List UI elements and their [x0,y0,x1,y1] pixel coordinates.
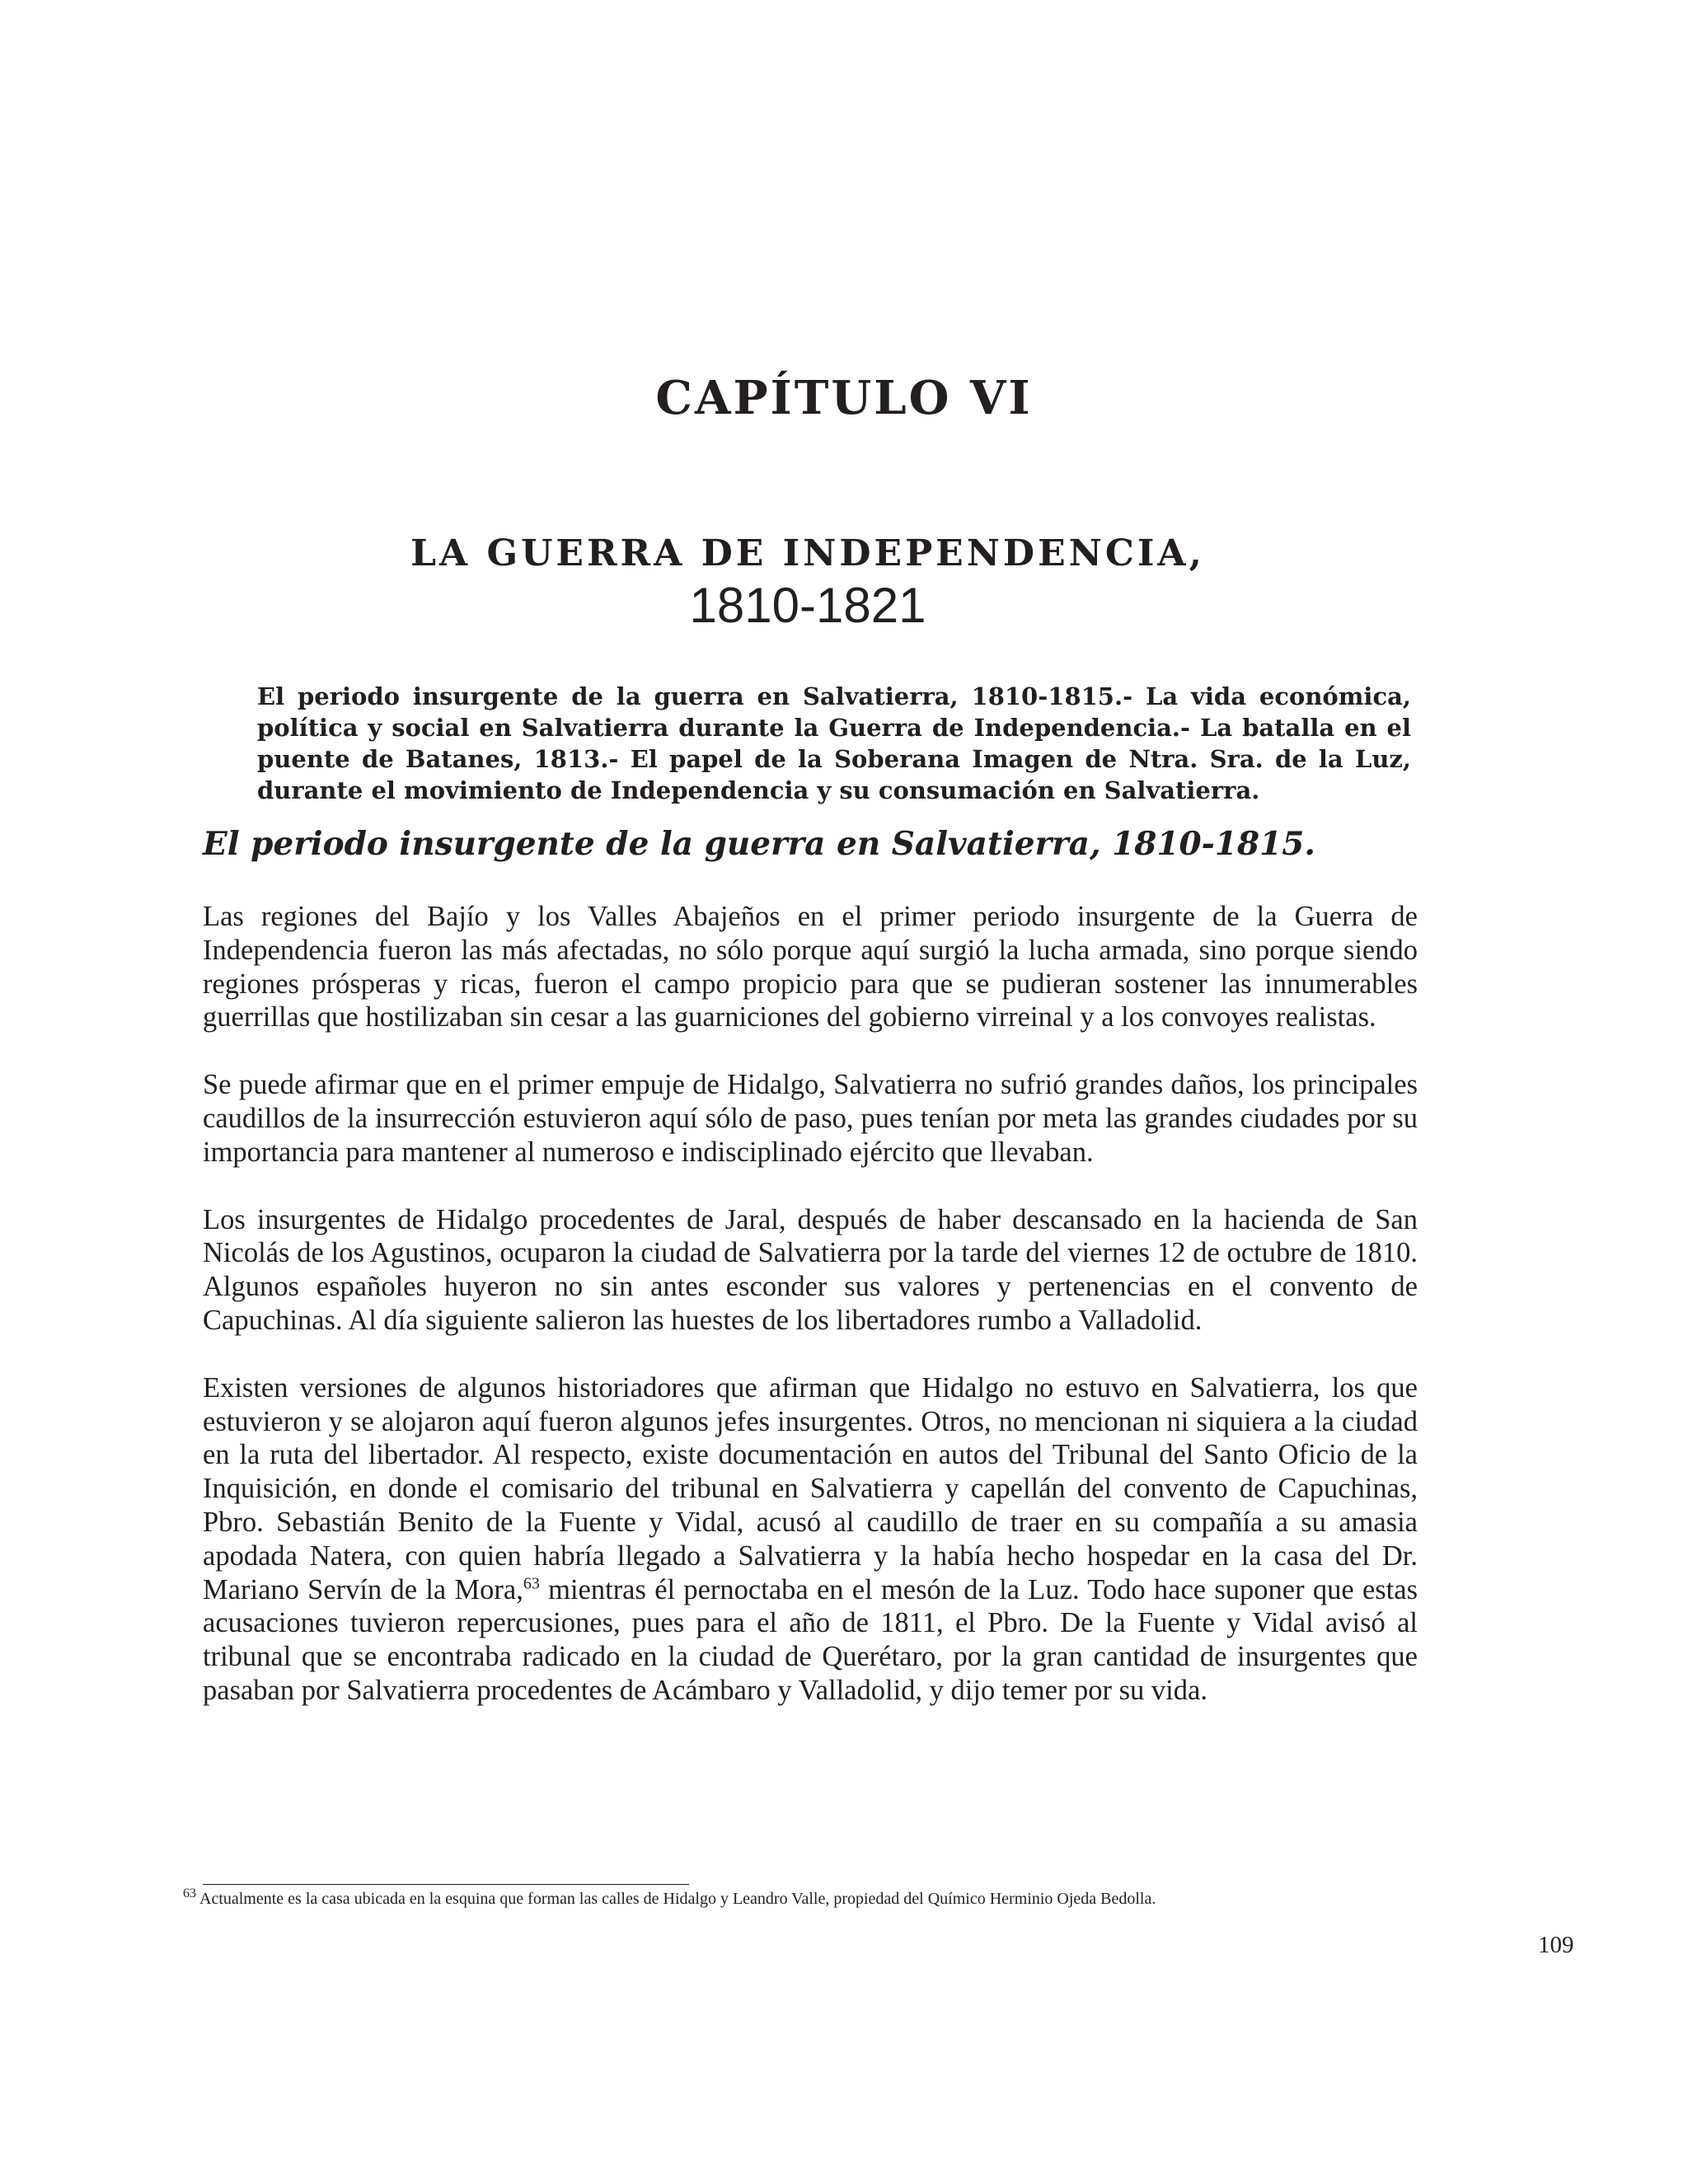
footnote-divider [203,1884,689,1885]
section-title: LA GUERRA DE INDEPENDENCIA, [410,532,1205,574]
paragraph-4 [203,1371,1418,1708]
subsection-heading: El periodo insurgente de la guerra en Salvatierra, 1810-1815. [203,825,1315,863]
footnote-number: 63 [183,1886,196,1901]
body-text [203,900,1418,1741]
paragraph-2: Se puede afirmar que en el primer empuje de Hidalgo, Salvatierra no sufrió grandes daños, los principales caudillos de la insurrección estuvieron aquí sólo de paso, pues tenían por meta las grandes ciudades por su importancia para mantener al numeroso e indisciplinado ejército que llevaban. [203,1069,1418,1168]
section-years: 1810-1821 [689,578,926,633]
footnote [183,1887,1502,1910]
paragraph-4-part-1: Existen versiones de algunos historiadores que afirman que Hidalgo no estuvo en Salvatierra, los que estuvieron y se alojaron aquí fueron algunos jefes insurgentes. Otros, no mencionan ni siquiera a la ciudad en la ruta del libertador. Al respecto, existe documentación en autos del Tribunal del Santo Oficio de la Inquisición, en donde el comisario del tribunal en Salvatierra y capellán del convento de Capuchinas, Pbro. Sebastián Benito de la Fuente y Vidal, acusó al caudillo de traer en su compañía a su amasia apodada Natera, con quien habría llegado a Salvatierra y la había hecho hospedar en la casa del Dr. Mariano Servín de la Mora, [203,1371,1418,1605]
paragraph-4-part-2: mientras él pernoctaba en el mesón de la Luz. Todo hace suponer que estas acusaciones tuvieron repercusiones, pues para el año de 1811, el Pbro. De la Fuente y Vidal avisó al tribunal que se encontraba radicado en la ciudad de Querétaro, por la gran cantidad de insurgentes que pasaban por Salvatierra procedentes de Acámbaro y Valladolid, y dijo temer por su vida. [203,1573,1418,1706]
footnote-text: Actualmente es la casa ubicada en la esquina que forman las calles de Hidalgo y Leandro Valle, propiedad del Químico Herminio Ojeda Bedolla. [199,1890,1156,1908]
paragraph-3: Los insurgentes de Hidalgo procedentes de Jaral, después de haber descansado en la hacienda de San Nicolás de los Agustinos, ocuparon la ciudad de Salvatierra por la tarde del viernes 12 de octubre de 1810. Algunos españoles huyeron no sin antes esconder sus valores y pertenencias en el convento de Capuchinas. Al día siguiente salieron las huestes de los libertadores rumbo a Valladolid. [203,1203,1418,1336]
chapter-summary: El periodo insurgente de la guerra en Salvatierra, 1810-1815.- La vida económica, política y social en Salvatierra durante la Guerra de Independencia.- La batalla en el puente de Batanes, 1813.- El papel de la Soberana Imagen de Ntra. Sra. de la Luz, durante el movimiento de Independencia y su consumación en Salvatierra. [257,682,1411,804]
chapter-title: CAPÍTULO VI [655,371,1033,425]
footnote-reference[interactable]: 63 [523,1574,540,1593]
page-number: 109 [1538,1932,1574,1958]
paragraph-1: Las regiones del Bajío y los Valles Abajeños en el primer periodo insurgente de la Guerra de Independencia fueron las más afectadas, no sólo porque aquí surgió la lucha armada, sino porque siendo regiones prósperas y ricas, fueron el campo propicio para que se pudieran sostener las innumerables guerrillas que hostilizaban sin cesar a las guarniciones del gobierno virreinal y a los convoyes realistas. [203,901,1418,1033]
